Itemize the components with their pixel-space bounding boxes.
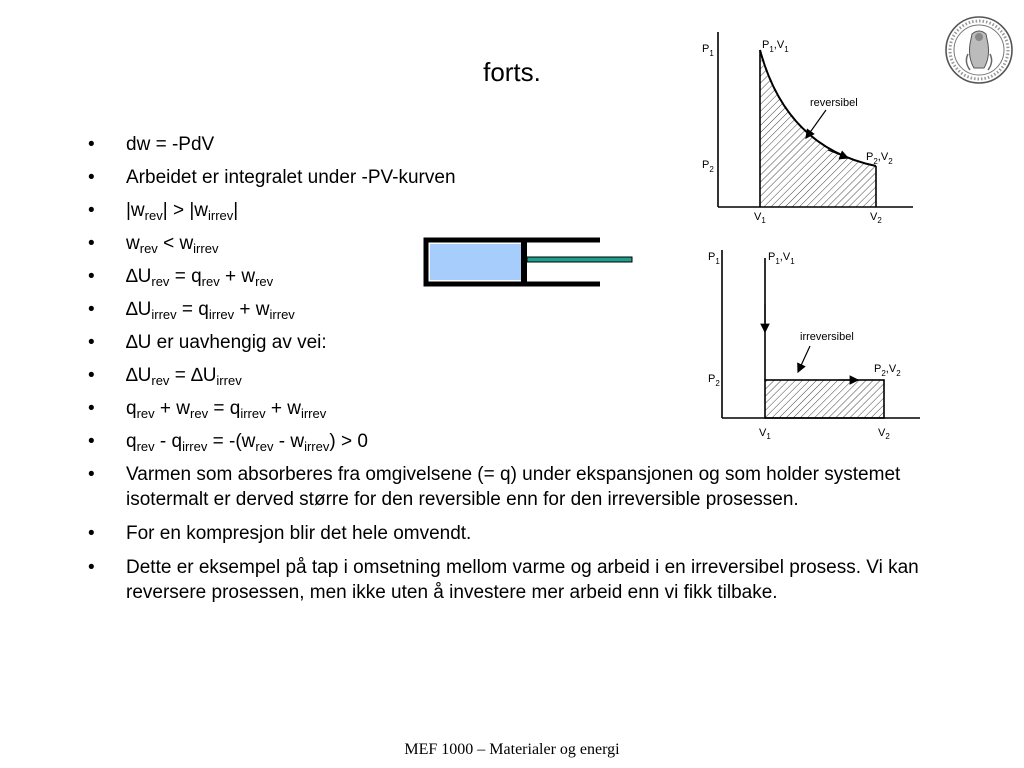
bullet-item <box>84 462 944 512</box>
bullet-text: For en kompresjon blir det hele omvendt. <box>126 523 472 544</box>
bullet-text: dw = -PdV <box>126 134 215 155</box>
point-label-2: $P_2,V_2$ <box>866 151 893 166</box>
formula-text: + w <box>265 398 301 419</box>
y-label-p2: $P_2$ <box>702 159 714 174</box>
x-label-v2: $V_2$ <box>878 427 890 441</box>
subscript: rev <box>151 373 170 388</box>
university-seal-logo <box>944 14 1014 86</box>
y-label-p1: $P_1$ <box>708 251 720 266</box>
formula-text: ) > 0 <box>329 431 368 452</box>
bullet-text: Varmen som absorberes fra omgivelsene (= q) under ekspansjonen og som holder systemet isotermalt er derved større for den reversible enn for den irreversible prosessen. <box>126 464 901 510</box>
y-label-p2: $P_2$ <box>708 373 720 388</box>
subscript: irrev <box>151 307 177 322</box>
formula-text: - w <box>273 431 305 452</box>
slide-title: forts. <box>483 57 541 87</box>
subscript: irrev <box>207 208 234 223</box>
subscript: irrev <box>193 241 219 256</box>
formula-text: q <box>126 398 137 419</box>
subscript: rev <box>255 439 274 454</box>
annotation-pointer <box>798 346 810 372</box>
subscript: rev <box>144 208 163 223</box>
formula-text: |w <box>126 200 145 221</box>
formula-text: = q <box>208 398 241 419</box>
reversible-pv-diagram <box>698 32 918 225</box>
point-label-1: $P_1,V_1$ <box>768 251 795 266</box>
formula-text: = q <box>169 266 202 287</box>
bullet-item <box>84 555 944 605</box>
formula-text: ∆U <box>126 299 152 320</box>
irreversible-pv-diagram <box>698 244 924 444</box>
subscript: irrev <box>269 307 295 322</box>
formula-text: = -(w <box>207 431 256 452</box>
subscript: rev <box>151 274 170 289</box>
formula-text: ∆U <box>126 365 152 386</box>
piston-head <box>521 242 527 282</box>
slide-footer: MEF 1000 – Materialer og energi <box>404 741 620 758</box>
annotation-pointer <box>806 110 826 138</box>
formula-text: | > |w <box>162 200 208 221</box>
subscript: irrev <box>208 307 235 322</box>
subscript: irrev <box>300 406 327 421</box>
formula-text: q <box>126 431 137 452</box>
point-label-2: $P_2,V_2$ <box>874 363 901 378</box>
formula-text: w <box>126 233 140 254</box>
formula-text: + w <box>234 299 270 320</box>
subscript: rev <box>201 274 220 289</box>
subscript: rev <box>136 439 155 454</box>
bullet-item <box>84 521 944 546</box>
subscript: irrev <box>304 439 330 454</box>
subscript: rev <box>190 406 209 421</box>
bullet-text: Arbeidet er integralet under -PV-kurven <box>126 167 456 188</box>
work-area <box>765 380 884 418</box>
subscript: rev <box>255 274 274 289</box>
subscript: rev <box>139 241 158 256</box>
y-label-p1: $P_1$ <box>702 43 714 58</box>
annotation-label: reversibel <box>810 97 858 109</box>
bullet-text: ∆U er uavhengig av vei: <box>126 332 327 353</box>
formula-text: = q <box>176 299 209 320</box>
formula-text: < w <box>157 233 194 254</box>
gas-volume <box>430 244 522 280</box>
formula-text: + w <box>219 266 256 287</box>
formula-text: + w <box>154 398 191 419</box>
x-label-v1: $V_1$ <box>754 211 766 225</box>
formula-text: ∆U <box>126 266 152 287</box>
x-label-v2: $V_2$ <box>870 211 882 225</box>
x-label-v1: $V_1$ <box>759 427 771 441</box>
piston-cylinder-illustration <box>424 234 634 290</box>
formula-text: - q <box>154 431 183 452</box>
bullet-text: Dette er eksempel på tap i omsetning mellom varme og arbeid i en irreversibel prosess. Vi kan reversere prosessen, men ikke uten å investere mer arbeid enn vi fikk tilbake. <box>126 557 919 603</box>
point-label-1: $P_1,V_1$ <box>762 39 789 54</box>
subscript: irrev <box>182 439 208 454</box>
work-area <box>760 50 876 207</box>
piston-rod <box>527 257 632 262</box>
subscript: rev <box>136 406 155 421</box>
formula-text: = ∆U <box>169 365 217 386</box>
annotation-label: irreversibel <box>800 331 854 343</box>
subscript: irrev <box>216 373 242 388</box>
subscript: irrev <box>240 406 266 421</box>
formula-text: | <box>233 200 239 221</box>
